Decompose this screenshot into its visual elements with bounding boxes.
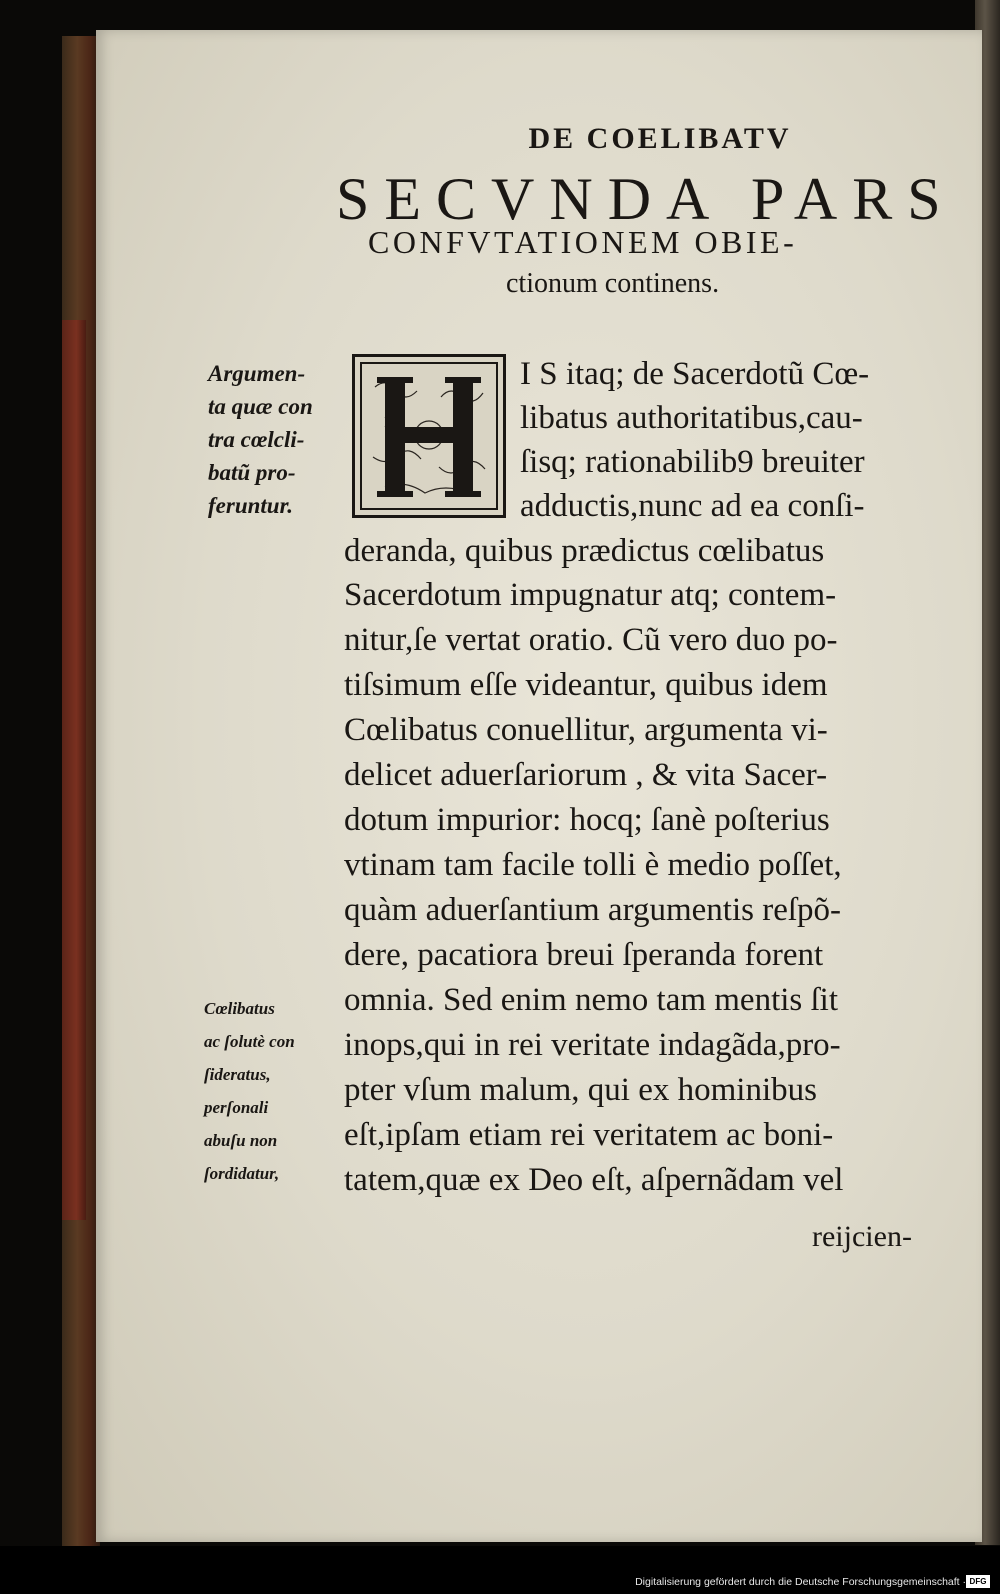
- margin-note-line: ſideratus,: [204, 1065, 271, 1084]
- section-subtitle-line-1: CONFVTATIONEM OBIE-: [368, 224, 798, 260]
- margin-note-line: abuſu non: [204, 1131, 278, 1150]
- body-text-line: inops,qui in rei veritate indagãda,pro-: [344, 1027, 841, 1063]
- body-text-line: libatus authoritatibus,cau-: [520, 400, 863, 436]
- decorated-initial: [352, 354, 506, 518]
- initial-letter: H: [355, 357, 356, 358]
- margin-note-line: tra cœlcli-: [208, 427, 305, 452]
- margin-note-line: perſonali: [204, 1098, 269, 1117]
- funding-credit: Digitalisierung gefördert durch die Deutsche Forschungsgemeinschaft ·: [635, 1576, 966, 1588]
- body-text-line: Cœlibatus conuellitur, argumenta vi-: [344, 712, 828, 748]
- margin-note-line: feruntur.: [208, 493, 294, 518]
- margin-note-line: batũ pro-: [208, 460, 296, 485]
- body-text-line: I S itaq; de Sacerdotũ Cœ-: [520, 356, 870, 392]
- leather-binding-edge: [62, 320, 86, 1220]
- body-text-line: deranda, quibus prædictus cœlibatus: [344, 533, 825, 569]
- dfg-logo: DFG: [966, 1575, 990, 1588]
- body-text-line: vtinam tam facile tolli è medio poſſet,: [344, 847, 842, 883]
- margin-note-arguments: [208, 357, 313, 522]
- body-text-line: Sacerdotum impugnatur atq; contem-: [344, 577, 837, 613]
- body-text-line: eſt,ipſam etiam rei veritatem ac boni-: [344, 1117, 834, 1153]
- margin-note-line: Cœlibatus: [204, 999, 275, 1018]
- body-text-line: nitur,ſe vertat oratio. Cũ vero duo po-: [344, 622, 838, 658]
- running-head: DE COELIBATV: [528, 122, 792, 155]
- section-subtitle-line-2: ctionum continens.: [506, 268, 720, 299]
- body-text-line: dere, pacatiora breui ſperanda forent: [344, 937, 824, 973]
- margin-note-line: ta quæ con: [208, 394, 313, 419]
- body-text-line: tiſsimum eſſe videantur, quibus idem: [344, 667, 828, 703]
- body-text-line: quàm aduerſantium argumentis reſpõ-: [344, 892, 841, 928]
- margin-note-line: Argumen-: [208, 361, 306, 386]
- body-text-line: ſisq; rationabilib9 breuiter: [520, 444, 865, 480]
- body-text-line: omnia. Sed enim nemo tam mentis ſit: [344, 982, 839, 1018]
- body-text-line: delicet aduerſariorum , & vita Sacer-: [344, 757, 828, 793]
- catchword: reijcien-: [812, 1220, 912, 1253]
- section-title: SECVNDA PARS: [336, 166, 956, 232]
- body-text-line: adductis,nunc ad ea conſi-: [520, 488, 865, 524]
- margin-note-line: ac ſolutè con: [204, 1032, 295, 1051]
- margin-note-line: ſordidatur,: [204, 1164, 280, 1183]
- body-text-line: dotum impurior: hocq; ſanè poſterius: [344, 802, 830, 838]
- woodcut-initial-icon: [355, 357, 503, 515]
- margin-note-coelibatus: [204, 992, 295, 1190]
- body-text-line: tatem,quæ ex Deo eſt, aſpernãdam vel: [344, 1162, 844, 1198]
- body-text-line: pter vſum malum, qui ex hominibus: [344, 1072, 817, 1108]
